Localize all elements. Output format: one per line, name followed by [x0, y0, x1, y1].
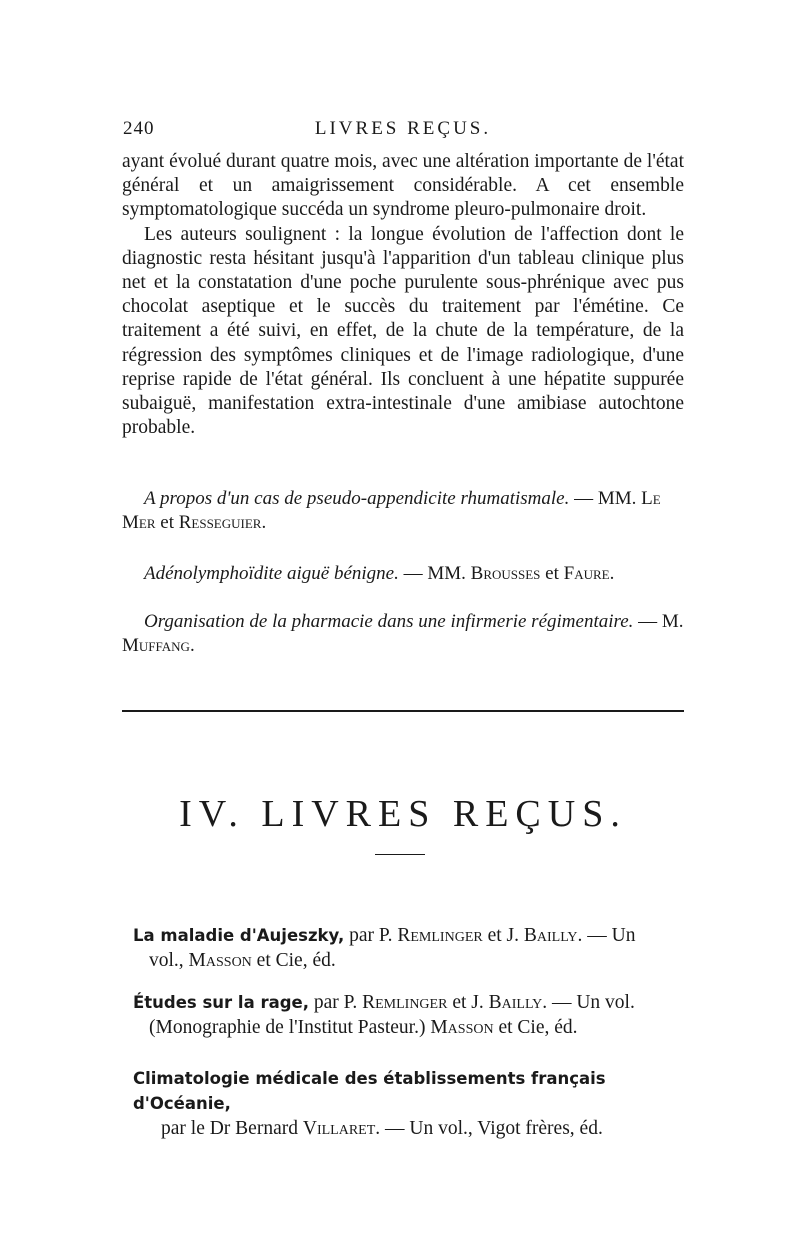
book-entry-2: Études sur la rage, par P. Remlinger et J. Bailly. — Un vol. (Monographie de l'Institut Pasteur.) Masson et Cie, éd.	[133, 992, 635, 1038]
book-3-author: Villaret	[302, 1118, 376, 1139]
book-1-author-1: Remlinger	[397, 925, 483, 946]
note-1-author: Le Mer	[122, 488, 661, 533]
paragraph-1: ayant évolué durant quatre mois, avec une altération importante de l'état général et un amaigrissement considérable. A cet ensemble symptomatologique succéda un syndrome pleuro-pulmonaire droit.	[122, 151, 684, 221]
book-entry-1: La maladie d'Aujeszky, par P. Remlinger et J. Bailly. — Un vol., Masson et Cie, éd.	[133, 925, 636, 971]
book-3-title: Climatologie médicale des établissements français d'Océanie,	[133, 1069, 606, 1113]
book-2-title: Études sur la rage,	[133, 993, 309, 1012]
book-1-author-2: Bailly	[523, 925, 578, 946]
body-text	[122, 150, 684, 440]
book-1-title: La maladie d'Aujeszky,	[133, 926, 345, 945]
section-divider	[122, 710, 684, 712]
note-2-author-2: Faure	[563, 563, 610, 584]
note-2-author: Brousses	[470, 563, 541, 584]
note-3-title: Organisation de la pharmacie dans une infirmerie régimentaire.	[144, 611, 634, 632]
note-1-author-2: Resseguier	[178, 512, 262, 533]
book-entry-3: Climatologie médicale des établissements français d'Océanie, par le Dr Bernard Villaret. — Un vol., Vigot frères, éd.	[133, 1069, 606, 1139]
title-underline	[375, 854, 425, 855]
book-2-author-2: Bailly	[488, 992, 543, 1013]
book-2-publisher: Masson	[430, 1017, 494, 1038]
section-title: IV. LIVRES REÇUS.	[179, 793, 627, 835]
note-2-title: Adénolymphoïdite aiguë bénigne.	[144, 563, 399, 584]
note-1: A propos d'un cas de pseudo-appendicite rhumatismale. — MM. Le Mer et Resseguier.	[122, 488, 661, 533]
paragraph-2: Les auteurs soulignent : la longue évolution de l'affection dont le diagnostic resta hésitant jusqu'à l'apparition d'un tableau clinique plus net et la constatation d'une poche purulente sous-phrénique avec pus chocolat aseptique et le succès du traitement par l'émétine. Ce traitement a été suivi, en effet, de la chute de la température, de la régression des symptômes cliniques et de l'image radiologique, d'une reprise rapide de l'état général. Ils concluent à une hépatite suppurée subaiguë, manifestation extra-intestinale d'une amibiase autochtone probable.	[122, 223, 684, 439]
book-1-publisher: Masson	[188, 950, 252, 971]
note-1-title: A propos d'un cas de pseudo-appendicite rhumatismale.	[144, 488, 570, 509]
running-title: LIVRES REÇUS.	[314, 118, 492, 139]
book-2-author-1: Remlinger	[362, 992, 448, 1013]
note-3: Organisation de la pharmacie dans une infirmerie régimentaire. — M. Muffang.	[122, 611, 684, 656]
note-2: Adénolymphoïdite aiguë bénigne. — MM. Brousses et Faure.	[144, 563, 615, 584]
note-3-author: Muffang	[122, 635, 190, 656]
page-number: 240	[123, 118, 155, 139]
